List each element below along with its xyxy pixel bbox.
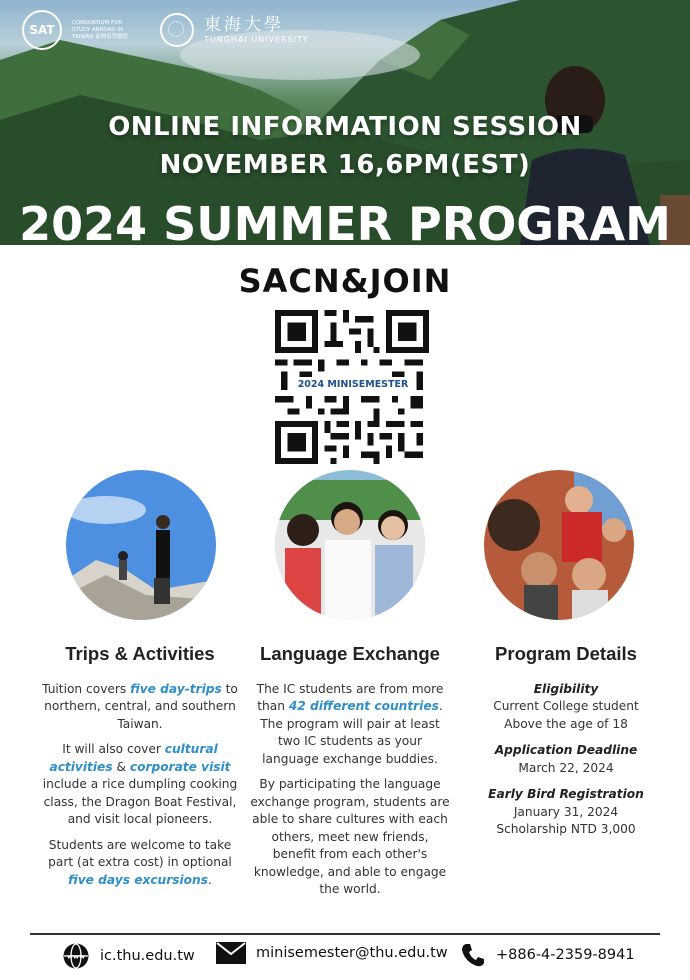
- details-heading: Program Details: [495, 643, 637, 664]
- logo-bar: [22, 10, 309, 50]
- text: Students are welcome to take part (at extra cost) in optional: [48, 837, 232, 869]
- sat-org-name: CONSORTIUM FOR STUDY ABROAD IN TAIWAN 臺灣留學聯盟: [72, 19, 129, 40]
- phone-number[interactable]: +886-4-2359-8941: [496, 947, 635, 963]
- text: . The program will pair at least two IC students as your language exchange buddies.: [260, 699, 443, 766]
- text: &: [112, 759, 130, 774]
- highlight-text: five days excursions: [68, 872, 208, 887]
- phone-contact[interactable]: [460, 942, 635, 968]
- text: include a rice dumpling cooking class, the Dragon Boat Festival, and visit local pioneers.: [42, 777, 238, 826]
- tunghai-english-name: TUNGHAI UNIVERSITY: [204, 35, 309, 44]
- scholarship: Scholarship NTD 3,000: [496, 822, 636, 836]
- tunghai-seal-icon: [160, 13, 194, 47]
- tunghai-logo: [204, 16, 309, 44]
- details-column: [466, 645, 666, 848]
- deadline-block: [466, 742, 666, 777]
- text: It will also cover: [62, 742, 165, 756]
- language-column: [250, 645, 450, 907]
- eligibility-label: Eligibility: [533, 681, 599, 696]
- scan-heading: SACN&JOIN: [238, 262, 452, 300]
- eligibility-block: [466, 681, 666, 734]
- eligibility-line: Current College student: [493, 699, 639, 713]
- footer: [0, 938, 690, 974]
- language-paragraph-2: By participating the language exchange program, students are able to share cultures with each others, meet new friends, benefit from each other's knowledge, and able to engage the world.: [250, 777, 450, 896]
- text: The IC students are from more than: [256, 681, 444, 713]
- early-bird-block: [466, 786, 666, 839]
- text: Tuition covers: [42, 681, 131, 696]
- phone-icon: [460, 942, 486, 968]
- website-link[interactable]: ic.thu.edu.tw: [100, 948, 195, 964]
- language-photo: [275, 470, 425, 620]
- sat-logo: SAT: [22, 10, 62, 50]
- highlight-text: cultural activities: [49, 742, 218, 774]
- trips-column: [40, 645, 240, 897]
- globe-icon: [62, 942, 90, 970]
- text: to northern, central, and southern Taiwan.: [44, 681, 238, 731]
- tunghai-chinese-name: 東海大學: [204, 15, 284, 35]
- program-photo: [484, 470, 634, 620]
- program-title: 2024 SUMMER PROGRAM: [19, 197, 671, 245]
- language-heading: Language Exchange: [260, 643, 440, 664]
- early-bird-label: Early Bird Registration: [488, 787, 644, 801]
- deadline-date: March 22, 2024: [518, 760, 614, 775]
- eligibility-line: Above the age of 18: [504, 716, 628, 731]
- website-contact[interactable]: [62, 942, 195, 970]
- highlight-text: corporate visit: [129, 759, 231, 774]
- deadline-label: Application Deadline: [494, 743, 638, 757]
- session-date: NOVEMBER 16,6PM(EST): [159, 150, 531, 180]
- trips-paragraph-1: [40, 681, 240, 734]
- footer-divider: [30, 933, 660, 935]
- text: .: [207, 872, 212, 887]
- hero-banner: [0, 0, 690, 245]
- language-paragraph-1: [250, 681, 450, 769]
- highlight-text: 42 different countries: [288, 699, 439, 713]
- trips-photo: [66, 470, 216, 620]
- highlight-text: five day-trips: [130, 681, 222, 696]
- svg-text:www: www: [66, 952, 86, 961]
- early-bird-date: January 31, 2024: [513, 804, 619, 819]
- trips-heading: Trips & Activities: [65, 643, 215, 664]
- email-link[interactable]: minisemester@thu.edu.tw: [256, 945, 448, 961]
- trips-paragraph-2: [40, 741, 240, 829]
- trips-paragraph-3: [40, 837, 240, 890]
- envelope-icon: [216, 942, 246, 964]
- session-title: ONLINE INFORMATION SESSION: [108, 112, 582, 142]
- qr-label: 2024 MINISEMESTER: [290, 377, 416, 393]
- email-contact[interactable]: [216, 942, 448, 964]
